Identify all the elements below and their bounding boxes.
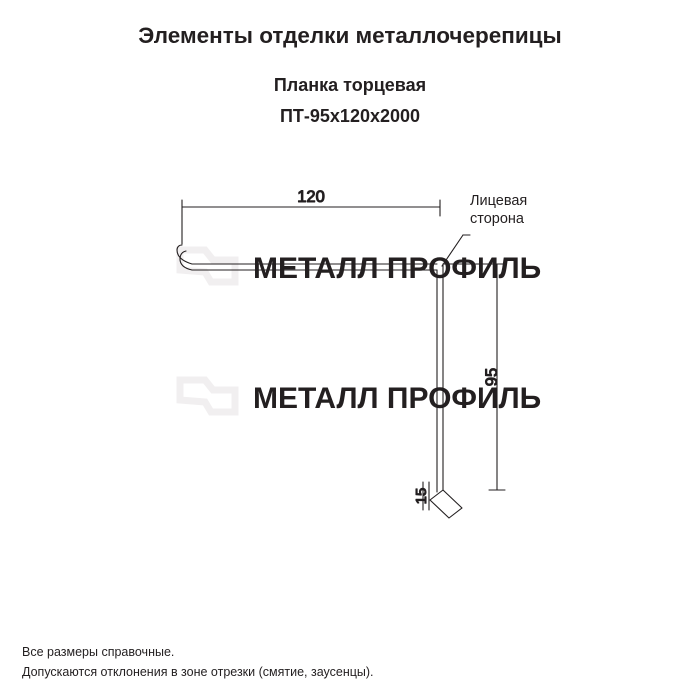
watermark-label: МЕТАЛЛ ПРОФИЛЬ (253, 252, 542, 285)
footer-notes (22, 643, 374, 682)
face-side-label-line2: сторона (470, 211, 524, 227)
dimension-height-label: 95 (483, 367, 501, 387)
dimension-lip-label: 15 (413, 487, 430, 505)
profile-outline (177, 245, 462, 518)
technical-drawing (0, 160, 700, 580)
page-title: Элементы отделки металлочерепицы (138, 23, 562, 48)
product-name: Планка торцевая (273, 75, 427, 95)
dimension-width (182, 200, 440, 244)
watermark-label-2: МЕТАЛЛ ПРОФИЛЬ (253, 382, 542, 415)
dimension-width-label: 120 (297, 188, 325, 206)
footer-note-2: Допускаются отклонения в зоне отрезки (смятие, заусенцы). (22, 664, 374, 679)
face-side-label-line1: Лицевая (470, 193, 528, 209)
title-block (0, 22, 700, 127)
product-code: ПТ-95х120х2000 (279, 106, 421, 126)
footer-note-1: Все размеры справочные. (22, 645, 175, 660)
face-side-leader (442, 235, 470, 266)
